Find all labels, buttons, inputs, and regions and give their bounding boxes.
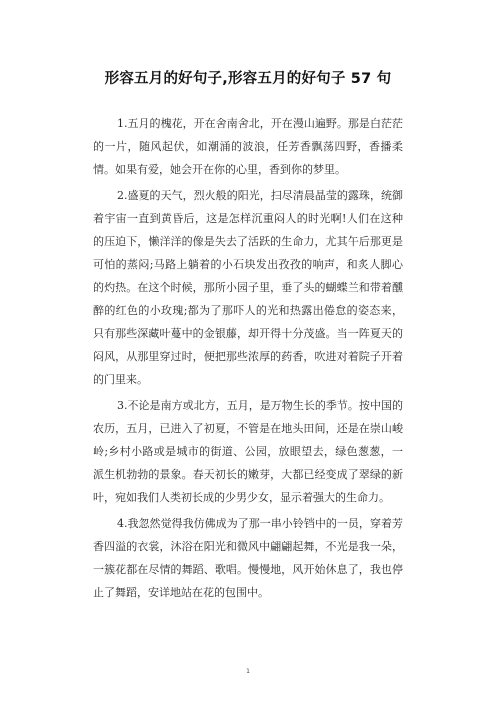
document-body xyxy=(93,112,403,607)
paragraph-3: 3.不论是南方或北方，五月，是万物生长的季节。按中国的农历，五月，已进入了初夏，不管是在地头田间，还是在崇山峻岭;乡村小路或是城市的街道、公园，放眼望去，绿色葱葱，一派生机勃勃的景象。春天初长的嫩芽，大都已经变成了翠绿的新叶，宛如我们人类初长成的少男少女，显示着强大的生命力。 xyxy=(93,399,403,504)
paragraph-1: 1.五月的槐花，开在舍南舍北，开在漫山遍野。那是白茫茫的一片，随风起伏，如潮涌的波浪，任芳香飘荡四野，香播柔情。如果有爱，她会开在你的心里，香到你的梦里。 xyxy=(93,117,403,176)
paragraph-4: 4.我忽然觉得我仿佛成为了那一串小铃铛中的一员，穿着芳香四溢的衣裳，沐浴在阳光和微风中翩翩起舞，不光是我一朵，一簇花都在尽情的舞蹈、歌唱。慢慢地，风开始休息了，我也停止了舞蹈，安详地站在花的包围中。 xyxy=(93,517,403,599)
page-number: 1 xyxy=(246,668,250,675)
paragraph-2: 2.盛夏的天气，烈火般的阳光，扫尽清晨晶莹的露珠，统御着宇宙一直到黄昏后，这是怎样沉重闷人的时光啊!人们在这种的压迫下，懒洋洋的像是失去了活跃的生命力，尤其午后那更是可怕的蒸闷;马路上躺着的小石块发出孜孜的响声，和炙人脚心的灼热。在这个时候，那所小园子里，垂了头的蝴蝶兰和带着醺醉的红色的小玫瑰;都为了那吓人的光和热露出倦怠的姿态来，只有那些深藏叶蔓中的金银藤，却开得十分茂盛。当一阵夏天的闷风，从那里穿过时，便把那些浓厚的药香，吹进对着院子开着的门里来。 xyxy=(93,189,403,386)
document-title: 形容五月的好句子,形容五月的好句子 57 句 xyxy=(104,71,392,87)
